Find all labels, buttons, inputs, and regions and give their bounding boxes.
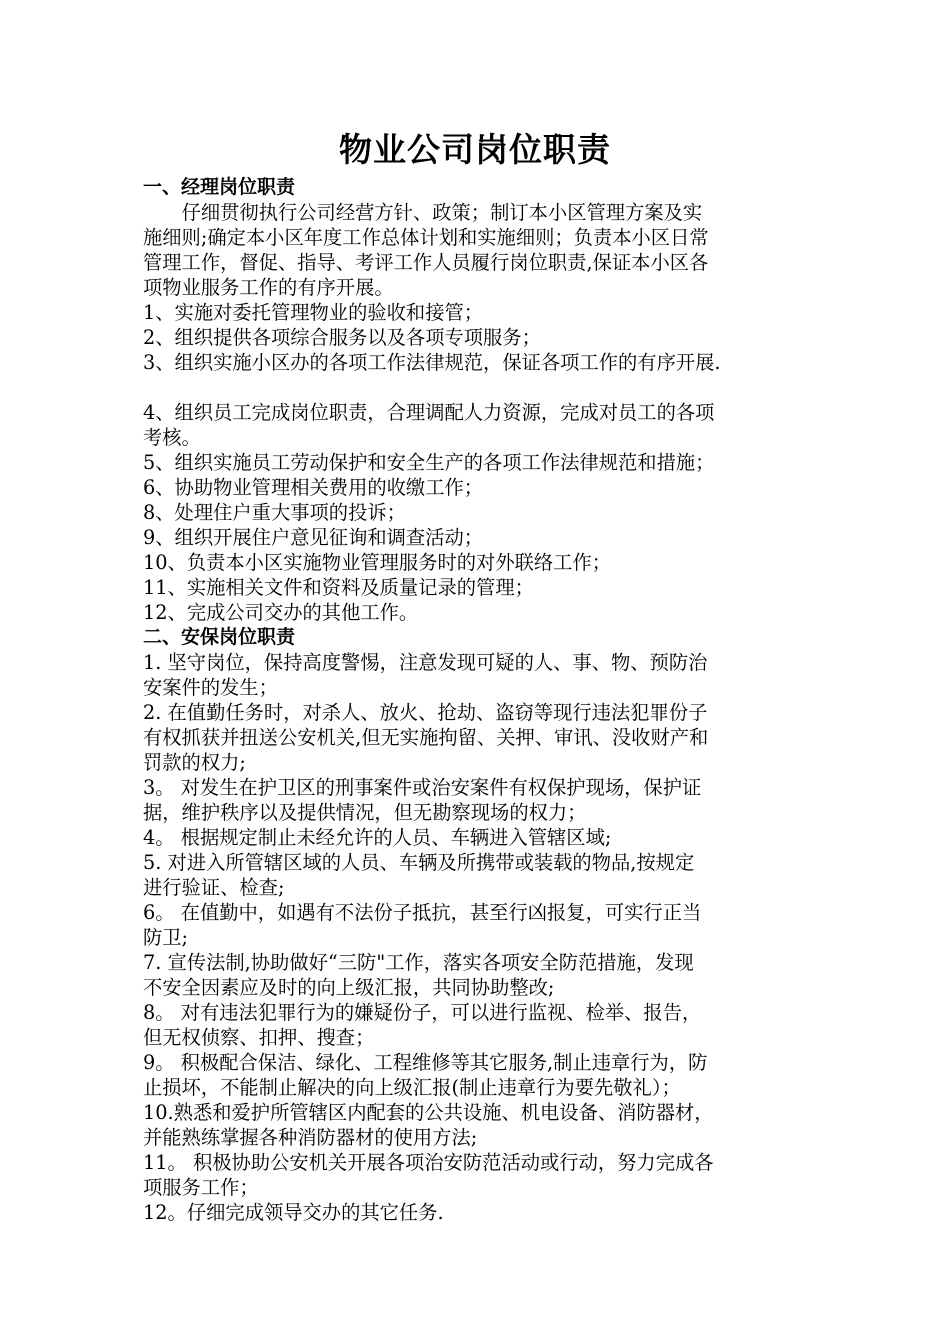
security-duty-line: 3。 对发生在护卫区的刑事案件或治安案件有权保护现场，保护证 <box>143 776 702 799</box>
manager-duty-item: 8、处理住户重大事项的投诉； <box>143 501 406 524</box>
security-duty-line: 进行验证、检查; <box>143 876 285 899</box>
manager-duty-item: 12、完成公司交办的其他工作。 <box>143 601 419 624</box>
manager-duty-item: 11、实施相关文件和资料及质量记录的管理； <box>143 576 534 599</box>
security-duty-line: 2. 在值勤任务时，对杀人、放火、抢劫、盗窃等现行违法犯罪份子 <box>143 701 708 724</box>
manager-duty-item: 2、组织提供各项综合服务以及各项专项服务； <box>143 326 541 349</box>
security-duty-line: 9。 积极配合保洁、绿化、工程维修等其它服务,制止违章行为，防 <box>143 1051 708 1074</box>
manager-duty-item: 考核。 <box>143 426 201 449</box>
security-duty-line: 防卫; <box>143 926 189 949</box>
document-title: 物业公司岗位职责 <box>339 130 611 169</box>
manager-intro-line: 施细则;确定本小区年度工作总体计划和实施细则；负责本小区日常 <box>143 226 709 249</box>
security-duty-line: 12。仔细完成领导交办的其它任务. <box>143 1201 444 1224</box>
security-duty-line: 6。 在值勤中，如遇有不法份子抵抗，甚至行凶报复，可实行正当 <box>143 901 702 924</box>
security-duty-line: 4。 根据规定制止未经允许的人员、车辆进入管辖区域; <box>143 826 612 849</box>
manager-intro-line: 仔细贯彻执行公司经营方针、政策；制订本小区管理方案及实 <box>181 201 703 224</box>
security-duty-line: 止损坏，不能制止解决的向上级汇报(制止违章行为要先敬礼）； <box>143 1076 681 1099</box>
security-duty-line: 不安全因素应及时的向上级汇报，共同协助整改; <box>143 976 555 999</box>
security-duty-line: 安案件的发生； <box>143 676 278 699</box>
security-duty-line: 5. 对进入所管辖区域的人员、车辆及所携带或装载的物品,按规定 <box>143 851 695 874</box>
manager-duty-item: 5、组织实施员工劳动保护和安全生产的各项工作法律规范和措施； <box>143 451 715 474</box>
manager-duty-item: 9、组织开展住户意见征询和调查活动； <box>143 526 484 549</box>
security-duty-line: 据，维护秩序以及提供情况，但无勘察现场的权力； <box>143 801 587 824</box>
security-duty-line: 1. 坚守岗位，保持高度警惕，注意发现可疑的人、事、物、预防治 <box>143 651 708 674</box>
security-duty-line: 7. 宣传法制,协助做好“三防"工作，落实各项安全防范措施，发现 <box>143 951 694 974</box>
manager-intro-line: 项物业服务工作的有序开展。 <box>143 276 394 299</box>
security-duty-line: 罚款的权力; <box>143 751 246 774</box>
security-duty-line: 但无权侦察、扣押、搜查； <box>143 1026 375 1049</box>
security-duty-line: 11。 积极协助公安机关开展各项治安防范活动或行动，努力完成各 <box>143 1151 714 1174</box>
blank-line <box>143 375 815 400</box>
manager-duty-item: 3、组织实施小区办的各项工作法律规范，保证各项工作的有序开展. <box>143 351 721 374</box>
security-duty-line: 项服务工作； <box>143 1176 259 1199</box>
security-duty-line: 10.熟悉和爱护所管辖区内配套的公共设施、机电设备、消防器材， <box>143 1101 714 1124</box>
manager-duty-item: 10、负责本小区实施物业管理服务时的对外联络工作； <box>143 551 612 574</box>
security-duty-line: 8。 对有违法犯罪行为的嫌疑份子，可以进行监视、检举、报告， <box>143 1001 702 1024</box>
manager-duty-item: 1、实施对委托管理物业的验收和接管； <box>143 301 484 324</box>
section-heading-manager: 一、经理岗位职责 <box>143 176 296 198</box>
security-duty-line: 并能熟练掌握各种消防器材的使用方法; <box>143 1126 478 1149</box>
security-duty-line: 有权抓获并扭送公安机关,但无实施拘留、关押、审讯、没收财产和 <box>143 726 709 749</box>
document-body <box>143 175 815 1225</box>
manager-intro-line: 管理工作，督促、指导、考评工作人员履行岗位职责,保证本小区各 <box>143 251 709 274</box>
section-heading-security: 二、安保岗位职责 <box>143 626 296 648</box>
manager-duty-item: 4、组织员工完成岗位职责，合理调配人力资源，完成对员工的各项 <box>143 401 715 424</box>
manager-duty-item: 6、协助物业管理相关费用的收缴工作； <box>143 476 484 499</box>
